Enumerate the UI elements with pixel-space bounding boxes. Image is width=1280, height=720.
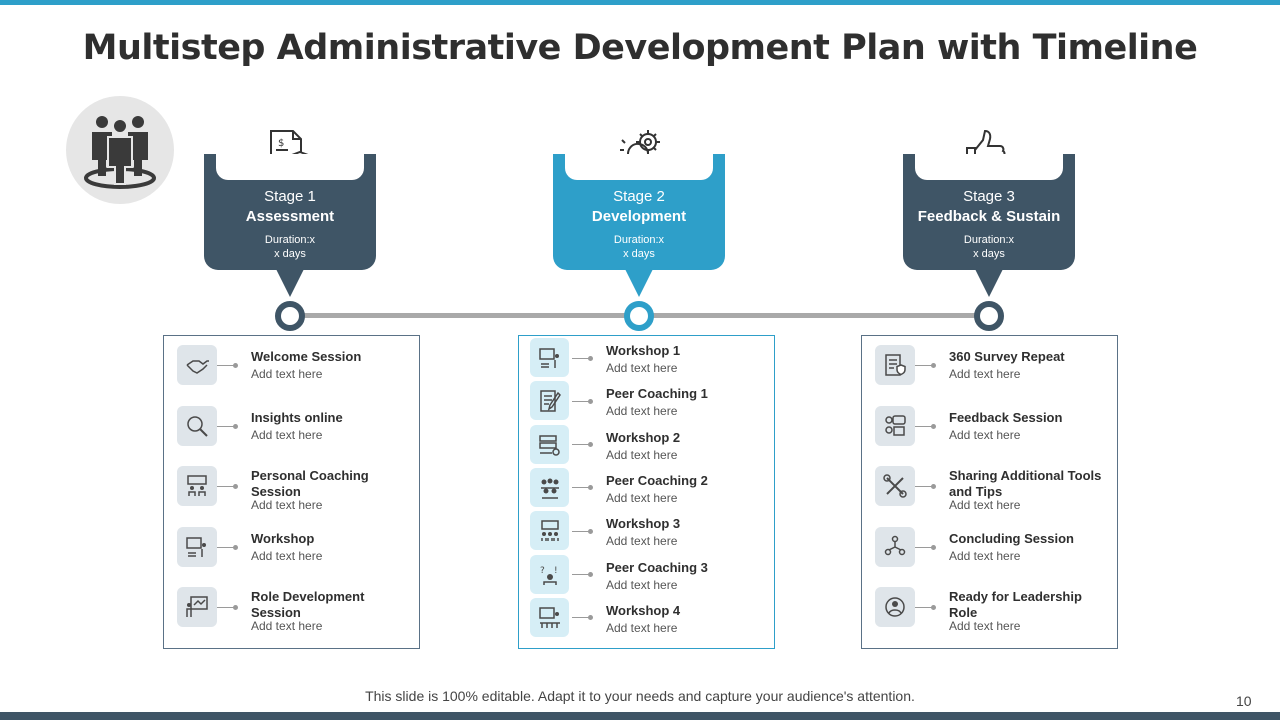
stage-name: Feedback & Sustain (917, 208, 1061, 225)
timeline-node-1 (275, 301, 305, 331)
activity-subtext: Add text here (606, 404, 678, 419)
audience-icon (538, 519, 562, 543)
activity-icon-box (530, 468, 569, 507)
activity-label: Feedback Session (949, 409, 1063, 425)
activity-label: Ready for Leadership Role (949, 589, 1082, 620)
magnifier-icon (185, 414, 209, 438)
activity-label: 360 Survey Repeat (949, 349, 1065, 364)
activity-label: Workshop (251, 530, 315, 546)
activity-item (164, 587, 419, 633)
activity-subtext: Add text here (949, 367, 1021, 381)
network-icon (883, 535, 907, 559)
activity-item (519, 468, 774, 507)
activity-item (862, 406, 1117, 446)
activity-item (862, 527, 1117, 567)
activity-subtext: Add text here (606, 577, 678, 592)
activity-item (519, 338, 774, 377)
activity-item (862, 466, 1117, 512)
stage-number: Stage 1 (264, 188, 316, 205)
activity-icon-box (177, 406, 217, 446)
stage-3-activities-panel (861, 335, 1118, 649)
activity-subtext: Add text here (949, 548, 1021, 563)
activity-label: Workshop 3 (606, 516, 681, 532)
meeting-icon (185, 474, 209, 498)
activity-subtext: Add text here (251, 619, 323, 633)
handshake-icon (185, 353, 209, 377)
activity-label: Concluding Session (949, 530, 1074, 546)
activity-label: Welcome Session (251, 349, 362, 364)
document-pen-icon (538, 389, 562, 413)
activity-subtext: Add text here (251, 367, 323, 381)
server-icon (538, 433, 562, 457)
activity-icon-box (530, 598, 569, 637)
page-number: 10 (1236, 693, 1252, 709)
stage-number: Stage 3 (963, 188, 1015, 205)
activity-subtext: Add text here (949, 427, 1021, 442)
bottom-accent-bar (0, 712, 1280, 720)
slide-title: Multistep Administrative Development Plan with Timeline (82, 28, 1198, 68)
timeline-node-2 (624, 301, 654, 331)
activity-icon-box (530, 511, 569, 550)
stage-duration: Duration:x x days (264, 234, 316, 260)
activity-icon-box (875, 406, 915, 446)
activity-item (519, 511, 774, 550)
activity-icon-box (875, 587, 915, 627)
stage-name: Development (591, 208, 687, 225)
team-badge (66, 96, 174, 204)
activity-subtext: Add text here (606, 447, 678, 462)
stage-duration: Duration:x x days (613, 234, 665, 260)
activity-label: Peer Coaching 3 (606, 559, 708, 575)
activity-subtext: Add text here (606, 534, 678, 549)
activity-icon-box (875, 466, 915, 506)
activity-label: Workshop 1 (606, 343, 681, 358)
activity-item (519, 598, 774, 637)
activity-label: Sharing Additional Tools and Tips (949, 468, 1102, 499)
presentation-icon (185, 535, 209, 559)
stage-name: Assessment (245, 208, 335, 225)
svg-text:$: $ (278, 138, 285, 149)
activity-icon-box (177, 587, 217, 627)
stage-1-activities-panel (163, 335, 420, 649)
stage-2-activities-panel (518, 335, 775, 649)
svg-text:?: ? (540, 565, 545, 576)
team-icon (82, 110, 158, 190)
activity-icon-box (530, 338, 569, 377)
leader-icon (883, 595, 907, 619)
activity-item (164, 345, 419, 385)
activity-label: Workshop 2 (606, 429, 681, 445)
activity-label: Insights online (251, 409, 343, 425)
stage-number: Stage 2 (613, 188, 665, 205)
activity-label: Personal Coaching Session (251, 468, 369, 499)
question-idea-icon (538, 563, 562, 587)
activity-subtext: Add text here (251, 548, 323, 563)
activity-subtext: Add text here (251, 498, 323, 512)
activity-label: Peer Coaching 2 (606, 472, 708, 488)
stage-1-card (204, 154, 376, 270)
group-icon (538, 476, 562, 500)
activity-item (519, 381, 774, 420)
activity-item (519, 555, 774, 594)
activity-icon-box (875, 527, 915, 567)
footer-note: This slide is 100% editable. Adapt it to your needs and capture your audience's attention. (365, 688, 915, 704)
activity-icon-box (530, 381, 569, 420)
stage-duration: Duration:x x days (963, 234, 1015, 260)
activity-subtext: Add text here (949, 498, 1021, 512)
tools-icon (883, 474, 907, 498)
activity-item (519, 425, 774, 464)
activity-subtext: Add text here (251, 427, 323, 442)
activity-label: Workshop 4 (606, 602, 681, 618)
activity-icon-box (530, 555, 569, 594)
activity-subtext: Add text here (606, 361, 678, 375)
activity-icon-box (177, 466, 217, 506)
stage-2-card (553, 154, 725, 270)
presentation-icon (538, 346, 562, 370)
feedback-icon (883, 414, 907, 438)
activity-icon-box (875, 345, 915, 385)
activity-item (164, 527, 419, 567)
activity-item (862, 345, 1117, 385)
board-icon (185, 595, 209, 619)
activity-subtext: Add text here (606, 620, 678, 635)
svg-text:!: ! (554, 565, 558, 576)
activity-item (862, 587, 1117, 633)
timeline-node-3 (974, 301, 1004, 331)
activity-subtext: Add text here (606, 490, 678, 505)
activity-icon-box (530, 425, 569, 464)
activity-label: Peer Coaching 1 (606, 386, 708, 402)
activity-subtext: Add text here (949, 619, 1021, 633)
activity-item (164, 406, 419, 446)
stage-3-card (903, 154, 1075, 270)
activity-label: Role Development Session (251, 589, 365, 620)
top-accent-bar (0, 0, 1280, 5)
survey-icon (883, 353, 907, 377)
activity-item (164, 466, 419, 512)
activity-icon-box (177, 345, 217, 385)
activity-icon-box (177, 527, 217, 567)
classroom-icon (538, 606, 562, 630)
